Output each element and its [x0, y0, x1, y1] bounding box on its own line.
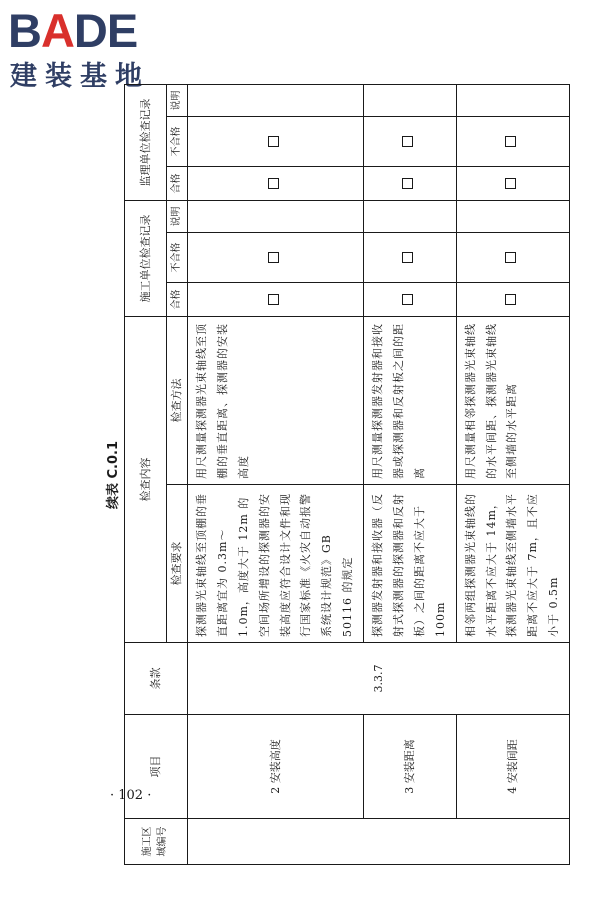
construction-note-cell[interactable] [364, 200, 457, 232]
row-method: 用尺测量探测器光束轴线至顶棚的垂直距离、探测器的安装高度 [187, 317, 363, 485]
area-cell [187, 819, 569, 865]
table-row [364, 84, 457, 864]
table-row [456, 84, 569, 864]
supervision-fail-checkbox[interactable] [364, 116, 457, 166]
row-method: 用尺测量探测器发射器和接收器或探测器和反射板之间的距离 [364, 317, 457, 485]
page-number: · 102 · [110, 788, 152, 803]
header-supervision-fail: 不合格 [167, 116, 188, 166]
header-construction-unit: 施工单位检查记录 [125, 200, 167, 316]
clause-cell: 3.3.7 [187, 643, 569, 715]
construction-note-cell[interactable] [187, 200, 363, 232]
row-item: 3 安装距离 [364, 715, 457, 819]
header-supervision-unit: 监理单位检查记录 [125, 84, 167, 200]
header-method: 检查方法 [167, 317, 188, 485]
logo-subtitle: 建装基地 [10, 61, 150, 92]
construction-fail-checkbox[interactable] [456, 233, 569, 283]
construction-fail-checkbox[interactable] [364, 233, 457, 283]
supervision-note-cell[interactable] [456, 84, 569, 116]
row-requirement: 探测器光束轴线至顶棚的垂直距离宜为 0.3m～1.0m，高度大于 12m 的空间场所增设的探测器的安装高度应符合设计文件和现行国家标准《火灾自动报警系统设计规范》GB 50116 的规定 [187, 485, 363, 643]
table-title: 续表 C.0.1 [106, 440, 121, 510]
supervision-note-cell[interactable] [364, 84, 457, 116]
inspection-table [124, 84, 570, 865]
header-construction-fail: 不合格 [167, 233, 188, 283]
supervision-fail-checkbox[interactable] [187, 116, 363, 166]
header-clause: 条款 [125, 643, 188, 715]
supervision-pass-checkbox[interactable] [456, 166, 569, 200]
header-construction-pass: 合格 [167, 283, 188, 317]
header-construction-note: 说明 [167, 200, 188, 232]
construction-pass-checkbox[interactable] [456, 283, 569, 317]
construction-pass-checkbox[interactable] [187, 283, 363, 317]
construction-note-cell[interactable] [456, 200, 569, 232]
header-supervision-note: 说明 [167, 84, 188, 116]
header-requirement: 检查要求 [167, 485, 188, 643]
header-area: 施工区域编号 [125, 819, 188, 865]
header-item: 项目 [125, 715, 188, 819]
row-method: 用尺测量相邻探测器光束轴线的水平间距、探测器光束轴线至侧墙的水平距离 [456, 317, 569, 485]
header-supervision-pass: 合格 [167, 166, 188, 200]
row-requirement: 探测器发射器和接收器（反射式探测器的探测器和反射板）之间的距离不应大于 100m [364, 485, 457, 643]
supervision-fail-checkbox[interactable] [456, 116, 569, 166]
bade-logo [8, 6, 178, 96]
table-row [187, 84, 363, 864]
rotated-table-page [100, 85, 561, 865]
row-item: 4 安装间距 [456, 715, 569, 819]
construction-pass-checkbox[interactable] [364, 283, 457, 317]
supervision-note-cell[interactable] [187, 84, 363, 116]
logo-wordmark: BADE [8, 4, 138, 57]
row-item: 2 安装高度 [187, 715, 363, 819]
header-inspection-content: 检查内容 [125, 317, 167, 643]
supervision-pass-checkbox[interactable] [364, 166, 457, 200]
supervision-pass-checkbox[interactable] [187, 166, 363, 200]
row-requirement: 相邻两组探测器光束轴线的水平距离不应大于 14m，探测器光束轴线至侧墙水平距离不应大于 7m，且不应小于 0.5m [456, 485, 569, 643]
construction-fail-checkbox[interactable] [187, 233, 363, 283]
